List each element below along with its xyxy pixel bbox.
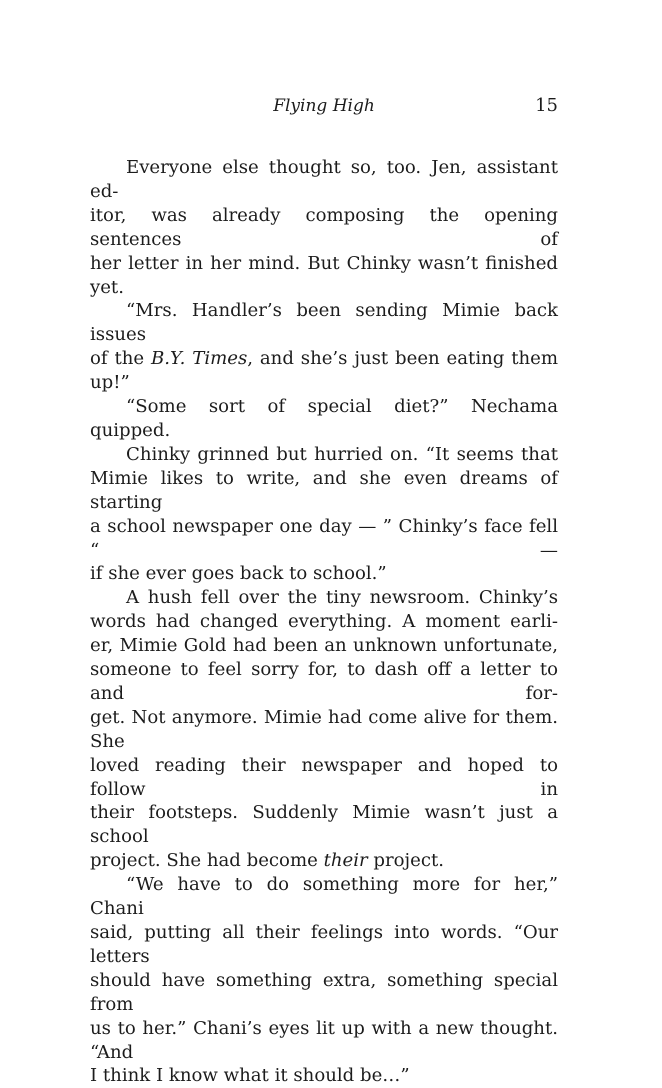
running-title: Flying High	[273, 96, 375, 116]
text-line: someone to feel sorry for, to dash off a letter to and for-	[90, 659, 558, 704]
text-run: , and she’s just been eating them up!”	[90, 348, 559, 394]
paragraph	[90, 873, 558, 1088]
text-line: loved reading their newspaper and hoped to follow in	[90, 754, 558, 800]
text-line: a school newspaper one day — ” Chinky’s face fell “ —	[90, 515, 558, 561]
text-line: get. Not anymore. Mimie had come alive for them. She	[90, 706, 558, 752]
text-line: Chinky grinned but hurried on. “It seems that	[126, 443, 558, 465]
text-line: itor, was already composing the opening sentences of	[90, 204, 558, 250]
text-line: words had changed everything. A moment earli-	[90, 611, 558, 633]
text-line: Everyone else thought so, too. Jen, assistant ed-	[90, 157, 558, 202]
italic-emphasis: their	[323, 850, 368, 872]
text-line: A hush fell over the tiny newsroom. Chinky’s	[126, 587, 558, 609]
text-line: “Some sort of special diet?” Nechama quipped.	[90, 396, 558, 441]
text-line: er, Mimie Gold had been an unknown unfortunate,	[90, 635, 558, 657]
paragraph	[90, 395, 558, 443]
body-text	[90, 156, 558, 1088]
text-line	[90, 347, 558, 395]
running-header	[90, 94, 558, 118]
text-line: should have something extra, something special from	[90, 969, 558, 1015]
text-line: said, putting all their feelings into words. “Our letters	[90, 922, 558, 967]
text-run: project.	[367, 850, 445, 872]
text-line: “We have to do something more for her,” Chani	[90, 874, 558, 920]
text-run: of the	[90, 348, 151, 370]
text-line: “Mrs. Handler’s been sending Mimie back issues	[90, 300, 558, 346]
italic-title: B.Y. Times	[150, 348, 248, 370]
page-number: 15	[535, 95, 558, 116]
text-run: project. She had become	[90, 850, 324, 872]
paragraph	[90, 586, 558, 873]
text-line: if she ever goes back to school.”	[90, 563, 387, 585]
paragraph	[90, 299, 558, 395]
paragraph	[90, 156, 558, 299]
paragraph	[90, 443, 558, 586]
text-line	[90, 849, 558, 873]
text-line: her letter in her mind. But Chinky wasn’t finished yet.	[90, 252, 558, 298]
text-line: us to her.” Chani’s eyes lit up with a new thought. “And	[90, 1017, 558, 1063]
text-line: their footsteps. Suddenly Mimie wasn’t just a school	[90, 802, 558, 848]
text-line: Mimie likes to write, and she even dreams of starting	[90, 467, 558, 513]
text-line: I think I know what it should be…”	[90, 1065, 410, 1087]
